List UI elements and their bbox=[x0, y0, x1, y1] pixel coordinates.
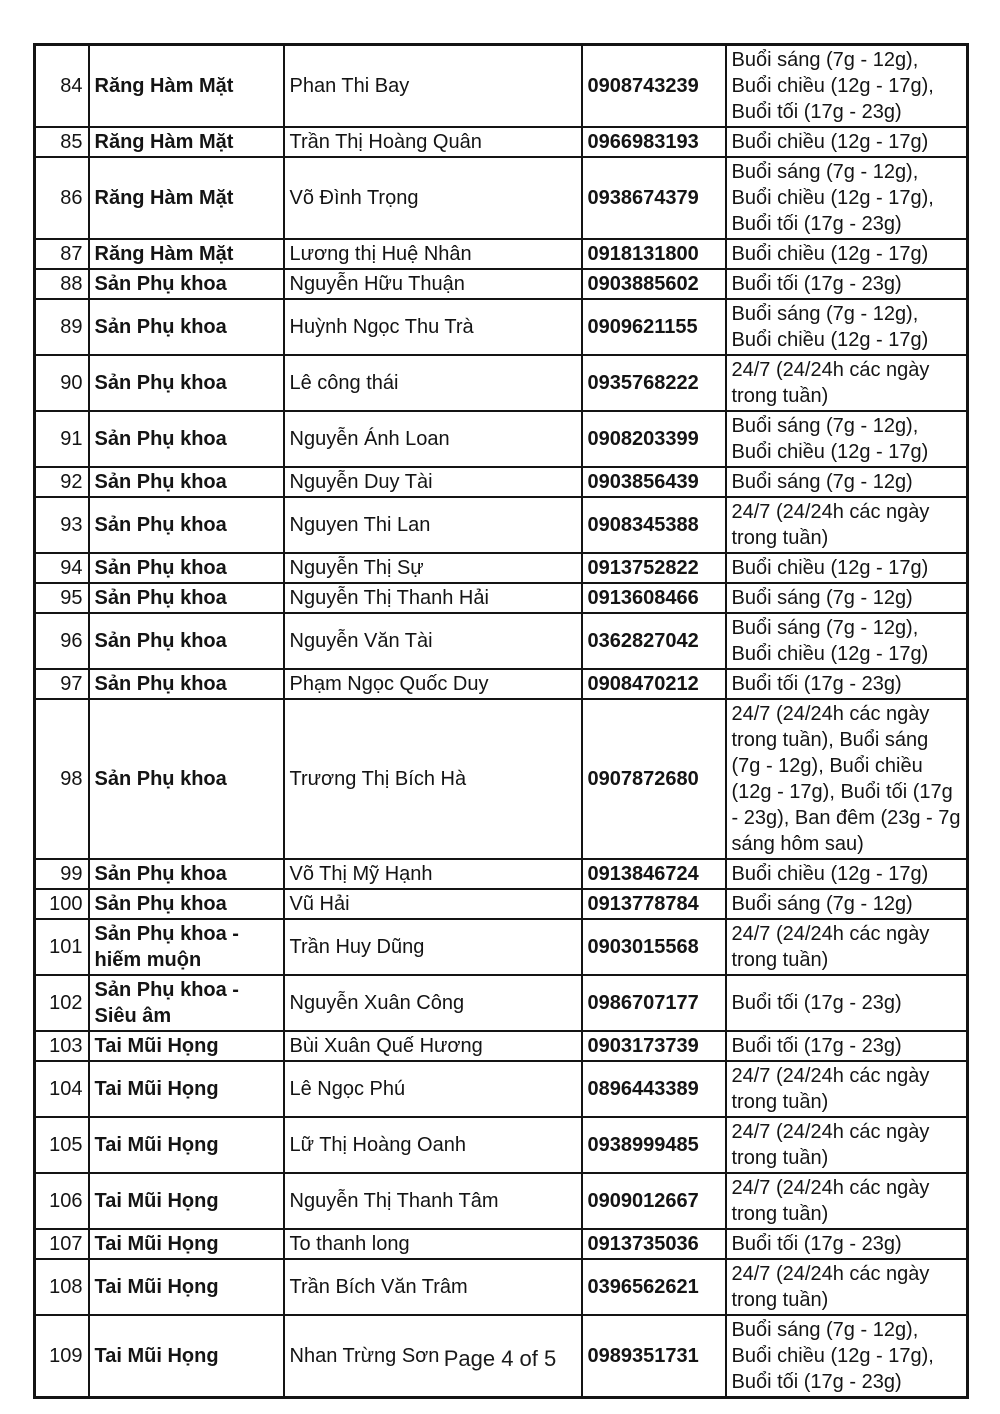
row-number: 97 bbox=[35, 669, 89, 699]
table-row bbox=[35, 1031, 968, 1061]
phone-number-cell: 0909621155 bbox=[582, 299, 726, 355]
table-row bbox=[35, 127, 968, 157]
doctor-name-cell: Trần Huy Dũng bbox=[284, 919, 582, 975]
schedule-cell: Buổi chiều (12g - 17g) bbox=[726, 553, 968, 583]
table-row bbox=[35, 239, 968, 269]
table-row bbox=[35, 355, 968, 411]
table-row bbox=[35, 1229, 968, 1259]
row-number: 105 bbox=[35, 1117, 89, 1173]
doctor-name-cell: Võ Đình Trọng bbox=[284, 157, 582, 239]
phone-number-cell: 0918131800 bbox=[582, 239, 726, 269]
page-number-footer: Page 4 of 5 bbox=[443, 1346, 557, 1371]
table-row bbox=[35, 1259, 968, 1315]
schedule-cell: Buổi sáng (7g - 12g) bbox=[726, 889, 968, 919]
specialty-cell: Tai Mũi Họng bbox=[89, 1173, 284, 1229]
row-number: 90 bbox=[35, 355, 89, 411]
doctor-name-cell: Nguyễn Duy Tài bbox=[284, 467, 582, 497]
row-number: 93 bbox=[35, 497, 89, 553]
table-row bbox=[35, 859, 968, 889]
row-number: 96 bbox=[35, 613, 89, 669]
specialty-cell: Tai Mũi Họng bbox=[89, 1229, 284, 1259]
specialty-cell: Sản Phụ khoa bbox=[89, 553, 284, 583]
doctor-name-cell: Nhan Trừng Sơn bbox=[284, 1315, 582, 1398]
row-number: 108 bbox=[35, 1259, 89, 1315]
specialty-cell: Sản Phụ khoa bbox=[89, 467, 284, 497]
table-row bbox=[35, 157, 968, 239]
schedule-cell: Buổi sáng (7g - 12g), Buổi chiều (12g - 17g) bbox=[726, 411, 968, 467]
row-number: 107 bbox=[35, 1229, 89, 1259]
phone-number-cell: 0913735036 bbox=[582, 1229, 726, 1259]
table-row bbox=[35, 975, 968, 1031]
doctor-name-cell: Trần Thị Hoàng Quân bbox=[284, 127, 582, 157]
phone-number-cell: 0903856439 bbox=[582, 467, 726, 497]
doctor-name-cell: Trương Thị Bích Hà bbox=[284, 699, 582, 859]
doctor-name-cell: To thanh long bbox=[284, 1229, 582, 1259]
doctor-name-cell: Phan Thi Bay bbox=[284, 45, 582, 128]
specialty-cell: Tai Mũi Họng bbox=[89, 1117, 284, 1173]
specialty-cell: Sản Phụ khoa bbox=[89, 889, 284, 919]
schedule-cell: Buổi tối (17g - 23g) bbox=[726, 1031, 968, 1061]
table-row bbox=[35, 699, 968, 859]
doctor-name-cell: Vũ Hải bbox=[284, 889, 582, 919]
doctor-name-cell: Nguyễn Thị Thanh Tâm bbox=[284, 1173, 582, 1229]
specialty-cell: Tai Mũi Họng bbox=[89, 1031, 284, 1061]
phone-number-cell: 0903173739 bbox=[582, 1031, 726, 1061]
specialty-cell: Tai Mũi Họng bbox=[89, 1061, 284, 1117]
doctor-name-cell: Nguyễn Xuân Công bbox=[284, 975, 582, 1031]
row-number: 98 bbox=[35, 699, 89, 859]
row-number: 106 bbox=[35, 1173, 89, 1229]
row-number: 102 bbox=[35, 975, 89, 1031]
specialty-cell: Sản Phụ khoa - Siêu âm bbox=[89, 975, 284, 1031]
table-row bbox=[35, 269, 968, 299]
row-number: 89 bbox=[35, 299, 89, 355]
phone-number-cell: 0989351731 bbox=[582, 1315, 726, 1398]
specialty-cell: Tai Mũi Họng bbox=[89, 1259, 284, 1315]
schedule-cell: 24/7 (24/24h các ngày trong tuần) bbox=[726, 1061, 968, 1117]
phone-number-cell: 0913778784 bbox=[582, 889, 726, 919]
schedule-cell: Buổi sáng (7g - 12g), Buổi chiều (12g - 17g) bbox=[726, 299, 968, 355]
row-number: 86 bbox=[35, 157, 89, 239]
schedule-cell: Buổi sáng (7g - 12g), Buổi chiều (12g - 17g), Buổi tối (17g - 23g) bbox=[726, 45, 968, 128]
row-number: 91 bbox=[35, 411, 89, 467]
specialty-cell: Sản Phụ khoa bbox=[89, 299, 284, 355]
schedule-cell: Buổi tối (17g - 23g) bbox=[726, 975, 968, 1031]
phone-number-cell: 0909012667 bbox=[582, 1173, 726, 1229]
row-number: 99 bbox=[35, 859, 89, 889]
phone-number-cell: 0913752822 bbox=[582, 553, 726, 583]
row-number: 95 bbox=[35, 583, 89, 613]
phone-number-cell: 0908470212 bbox=[582, 669, 726, 699]
schedule-cell: 24/7 (24/24h các ngày trong tuần) bbox=[726, 497, 968, 553]
phone-number-cell: 0913846724 bbox=[582, 859, 726, 889]
row-number: 103 bbox=[35, 1031, 89, 1061]
doctor-name-cell: Bùi Xuân Quế Hương bbox=[284, 1031, 582, 1061]
doctor-name-cell: Lương thị Huệ Nhân bbox=[284, 239, 582, 269]
specialty-cell: Sản Phụ khoa bbox=[89, 669, 284, 699]
phone-number-cell: 0986707177 bbox=[582, 975, 726, 1031]
phone-number-cell: 0938674379 bbox=[582, 157, 726, 239]
schedule-cell: Buổi tối (17g - 23g) bbox=[726, 269, 968, 299]
schedule-cell: 24/7 (24/24h các ngày trong tuần) bbox=[726, 1259, 968, 1315]
schedule-cell: Buổi sáng (7g - 12g), Buổi chiều (12g - 17g) bbox=[726, 613, 968, 669]
schedule-cell: Buổi chiều (12g - 17g) bbox=[726, 239, 968, 269]
phone-number-cell: 0396562621 bbox=[582, 1259, 726, 1315]
schedule-cell: Buổi tối (17g - 23g) bbox=[726, 669, 968, 699]
specialty-cell: Sản Phụ khoa bbox=[89, 613, 284, 669]
table-row bbox=[35, 919, 968, 975]
table-row bbox=[35, 613, 968, 669]
row-number: 109 bbox=[35, 1315, 89, 1398]
doctor-name-cell: Lê công thái bbox=[284, 355, 582, 411]
specialty-cell: Sản Phụ khoa bbox=[89, 355, 284, 411]
doctor-name-cell: Huỳnh Ngọc Thu Trà bbox=[284, 299, 582, 355]
phone-number-cell: 0903015568 bbox=[582, 919, 726, 975]
doctor-name-cell: Phạm Ngọc Quốc Duy bbox=[284, 669, 582, 699]
schedule-cell: Buổi sáng (7g - 12g) bbox=[726, 467, 968, 497]
row-number: 87 bbox=[35, 239, 89, 269]
specialty-cell: Sản Phụ khoa bbox=[89, 583, 284, 613]
row-number: 88 bbox=[35, 269, 89, 299]
row-number: 104 bbox=[35, 1061, 89, 1117]
row-number: 101 bbox=[35, 919, 89, 975]
phone-number-cell: 0966983193 bbox=[582, 127, 726, 157]
doctor-name-cell: Võ Thị Mỹ Hạnh bbox=[284, 859, 582, 889]
specialty-cell: Răng Hàm Mặt bbox=[89, 45, 284, 128]
row-number: 84 bbox=[35, 45, 89, 128]
table-row bbox=[35, 669, 968, 699]
schedule-cell: Buổi chiều (12g - 17g) bbox=[726, 127, 968, 157]
phone-number-cell: 0903885602 bbox=[582, 269, 726, 299]
table-row bbox=[35, 583, 968, 613]
doctors-schedule-table bbox=[33, 43, 969, 1399]
specialty-cell: Sản Phụ khoa bbox=[89, 699, 284, 859]
phone-number-cell: 0907872680 bbox=[582, 699, 726, 859]
phone-number-cell: 0362827042 bbox=[582, 613, 726, 669]
phone-number-cell: 0935768222 bbox=[582, 355, 726, 411]
table-row bbox=[35, 497, 968, 553]
schedule-cell: 24/7 (24/24h các ngày trong tuần) bbox=[726, 1173, 968, 1229]
specialty-cell: Sản Phụ khoa - hiếm muộn bbox=[89, 919, 284, 975]
doctor-name-cell: Trần Bích Văn Trâm bbox=[284, 1259, 582, 1315]
table-row bbox=[35, 1117, 968, 1173]
table-row bbox=[35, 553, 968, 583]
phone-number-cell: 0908743239 bbox=[582, 45, 726, 128]
doctor-name-cell: Nguyễn Hữu Thuận bbox=[284, 269, 582, 299]
doctor-name-cell: Nguyễn Thị Thanh Hải bbox=[284, 583, 582, 613]
row-number: 94 bbox=[35, 553, 89, 583]
row-number: 100 bbox=[35, 889, 89, 919]
phone-number-cell: 0938999485 bbox=[582, 1117, 726, 1173]
table-row bbox=[35, 411, 968, 467]
schedule-cell: Buổi sáng (7g - 12g), Buổi chiều (12g - 17g), Buổi tối (17g - 23g) bbox=[726, 157, 968, 239]
schedule-cell: 24/7 (24/24h các ngày trong tuần) bbox=[726, 1117, 968, 1173]
phone-number-cell: 0908345388 bbox=[582, 497, 726, 553]
doctor-name-cell: Nguyen Thi Lan bbox=[284, 497, 582, 553]
specialty-cell: Răng Hàm Mặt bbox=[89, 127, 284, 157]
schedule-cell: Buổi chiều (12g - 17g) bbox=[726, 859, 968, 889]
specialty-cell: Sản Phụ khoa bbox=[89, 411, 284, 467]
phone-number-cell: 0896443389 bbox=[582, 1061, 726, 1117]
schedule-cell: 24/7 (24/24h các ngày trong tuần) bbox=[726, 919, 968, 975]
table-row bbox=[35, 299, 968, 355]
specialty-cell: Răng Hàm Mặt bbox=[89, 157, 284, 239]
specialty-cell: Sản Phụ khoa bbox=[89, 269, 284, 299]
specialty-cell: Răng Hàm Mặt bbox=[89, 239, 284, 269]
doctor-name-cell: Nguyễn Văn Tài bbox=[284, 613, 582, 669]
doctor-name-cell: Nguyễn Ánh Loan bbox=[284, 411, 582, 467]
schedule-cell: Buổi sáng (7g - 12g), Buổi chiều (12g - 17g), Buổi tối (17g - 23g) bbox=[726, 1315, 968, 1398]
doctor-name-cell: Lê Ngọc Phú bbox=[284, 1061, 582, 1117]
phone-number-cell: 0908203399 bbox=[582, 411, 726, 467]
schedule-cell: 24/7 (24/24h các ngày trong tuần) bbox=[726, 355, 968, 411]
doctor-name-cell: Lữ Thị Hoàng Oanh bbox=[284, 1117, 582, 1173]
specialty-cell: Sản Phụ khoa bbox=[89, 497, 284, 553]
table-row bbox=[35, 1061, 968, 1117]
row-number: 85 bbox=[35, 127, 89, 157]
table-row bbox=[35, 45, 968, 128]
schedule-cell: Buổi tối (17g - 23g) bbox=[726, 1229, 968, 1259]
row-number: 92 bbox=[35, 467, 89, 497]
table-row bbox=[35, 1173, 968, 1229]
specialty-cell: Sản Phụ khoa bbox=[89, 859, 284, 889]
specialty-cell: Tai Mũi Họng bbox=[89, 1315, 284, 1398]
phone-number-cell: 0913608466 bbox=[582, 583, 726, 613]
table-row bbox=[35, 467, 968, 497]
schedule-cell: Buổi sáng (7g - 12g) bbox=[726, 583, 968, 613]
schedule-cell: 24/7 (24/24h các ngày trong tuần), Buổi sáng (7g - 12g), Buổi chiều (12g - 17g), Buổi tối (17g - 23g), Ban đêm (23g - 7g sáng hôm sau) bbox=[726, 699, 968, 859]
table-row bbox=[35, 889, 968, 919]
doctor-name-cell: Nguyễn Thị Sự bbox=[284, 553, 582, 583]
